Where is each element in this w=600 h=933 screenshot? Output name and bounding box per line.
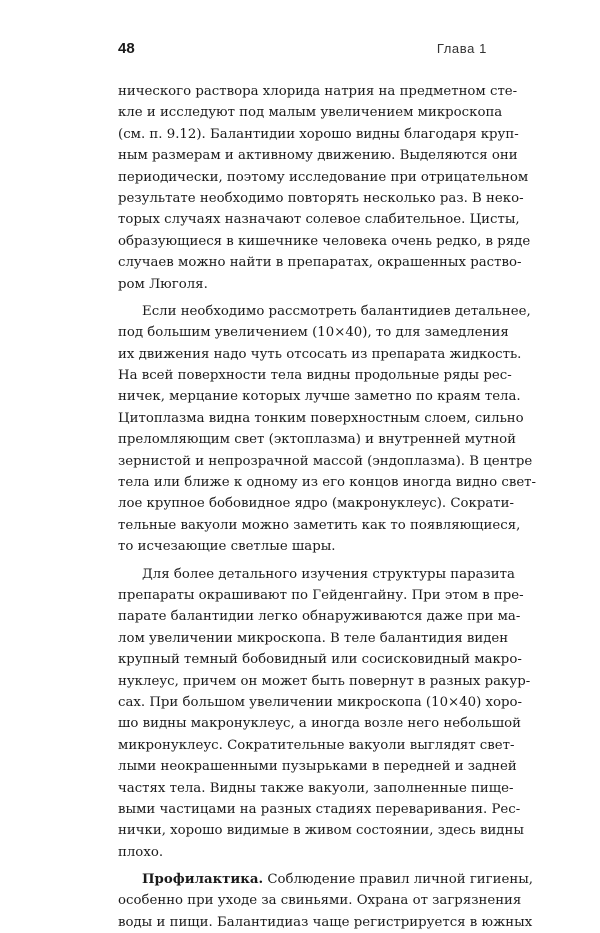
text-line: ным размерам и активному движению. Выделяются они [118, 148, 518, 164]
text-line: то исчезающие светлые шары. [118, 539, 336, 555]
text-line: На всей поверхности тела видны продольные ряды рес- [118, 368, 512, 384]
text-line: выми частицами на разных стадиях переваривания. Рес- [118, 801, 521, 817]
text-line: воды и пищи. Балантидиаз чаще регистрируется в южных [118, 914, 533, 930]
text-line: парате балантидии легко обнаруживаются даже при ма- [118, 609, 521, 625]
text-line: торых случаях назначают солевое слабительное. Цисты, [118, 212, 520, 228]
text-line: лом увеличении микроскопа. В теле балантидия виден [118, 630, 509, 646]
text-line: нички, хорошо видимые в живом состоянии, здесь видны [118, 823, 524, 839]
text-line: результате необходимо повторять несколько раз. В неко- [118, 190, 524, 206]
chapter-title: Глава 1 [436, 41, 487, 56]
paragraph [118, 564, 531, 863]
text-line [118, 869, 534, 890]
text-line: нического раствора хлорида натрия на предметном сте- [118, 84, 518, 99]
text-line: зернистой и непрозрачной массой (эндоплазма). В центре [118, 453, 533, 469]
body-text [118, 81, 537, 933]
text-run: Соблюдение правил личной гигиены, [263, 872, 534, 888]
text-line: особенно при уходе за свиньями. Охрана от загрязнения [118, 893, 522, 909]
text-line: крупный темный бобовидный или сосисковидный макро- [118, 652, 522, 668]
text-line: плохо. [118, 844, 164, 860]
paragraph [118, 869, 534, 933]
paragraph [118, 301, 537, 558]
text-line: преломляющим свет (эктоплазма) и внутренней мутной [118, 432, 517, 448]
page-header [118, 40, 487, 64]
text-line: лыми неокрашенными пузырьками в передней и задней [118, 759, 517, 775]
text-line: ничек, мерцание которых лучше заметно по краям тела. [118, 389, 521, 405]
text-line: микронуклеус. Сократительные вакуоли выглядят свет- [118, 737, 515, 753]
text-line: Цитоплазма видна тонким поверхностным слоем, сильно [118, 410, 524, 426]
text-line: (см. п. 9.12). Балантидии хорошо видны благодаря круп- [118, 126, 519, 142]
text-line: ром Люголя. [118, 276, 208, 292]
text-line: их движения надо чуть отсосать из препарата жидкость. [118, 346, 522, 362]
text-line: лое крупное бобовидное ядро (макронуклеус). Сократи- [118, 496, 515, 512]
text-line: периодически, поэтому исследование при отрицательном [118, 169, 529, 185]
text-line: случаев можно найти в препаратах, окрашенных раство- [118, 255, 522, 271]
text-line: сах. При большом увеличении микроскопа (10×40) хоро- [118, 694, 523, 710]
text-line: Если необходимо рассмотреть балантидиев детальнее, [142, 303, 531, 319]
text-line: нуклеус, причем он может быть повернут в разных ракур- [118, 673, 531, 689]
paragraph [118, 81, 531, 295]
text-line: Для более детального изучения структуры паразита [142, 566, 515, 582]
section-lead: Профилактика. [142, 872, 264, 888]
text-line: кле и исследуют под малым увеличением микроскопа [118, 105, 503, 121]
text-line: образующиеся в кишечнике человека очень редко, в ряде [118, 233, 531, 249]
text-line: частях тела. Видны также вакуоли, заполненные пище- [118, 780, 514, 796]
text-line: тела или ближе к одному из его концов иногда видно свет- [118, 475, 537, 491]
text-line: под большим увеличением (10×40), то для замедления [118, 325, 509, 341]
text-line: тельные вакуоли можно заметить как то появляющиеся, [118, 517, 521, 533]
page-number: 48 [118, 40, 135, 57]
text-line: препараты окрашивают по Гейденгайну. При этом в пре- [118, 587, 524, 603]
text-line: шо видны макронуклеус, а иногда возле него небольшой [118, 716, 522, 732]
